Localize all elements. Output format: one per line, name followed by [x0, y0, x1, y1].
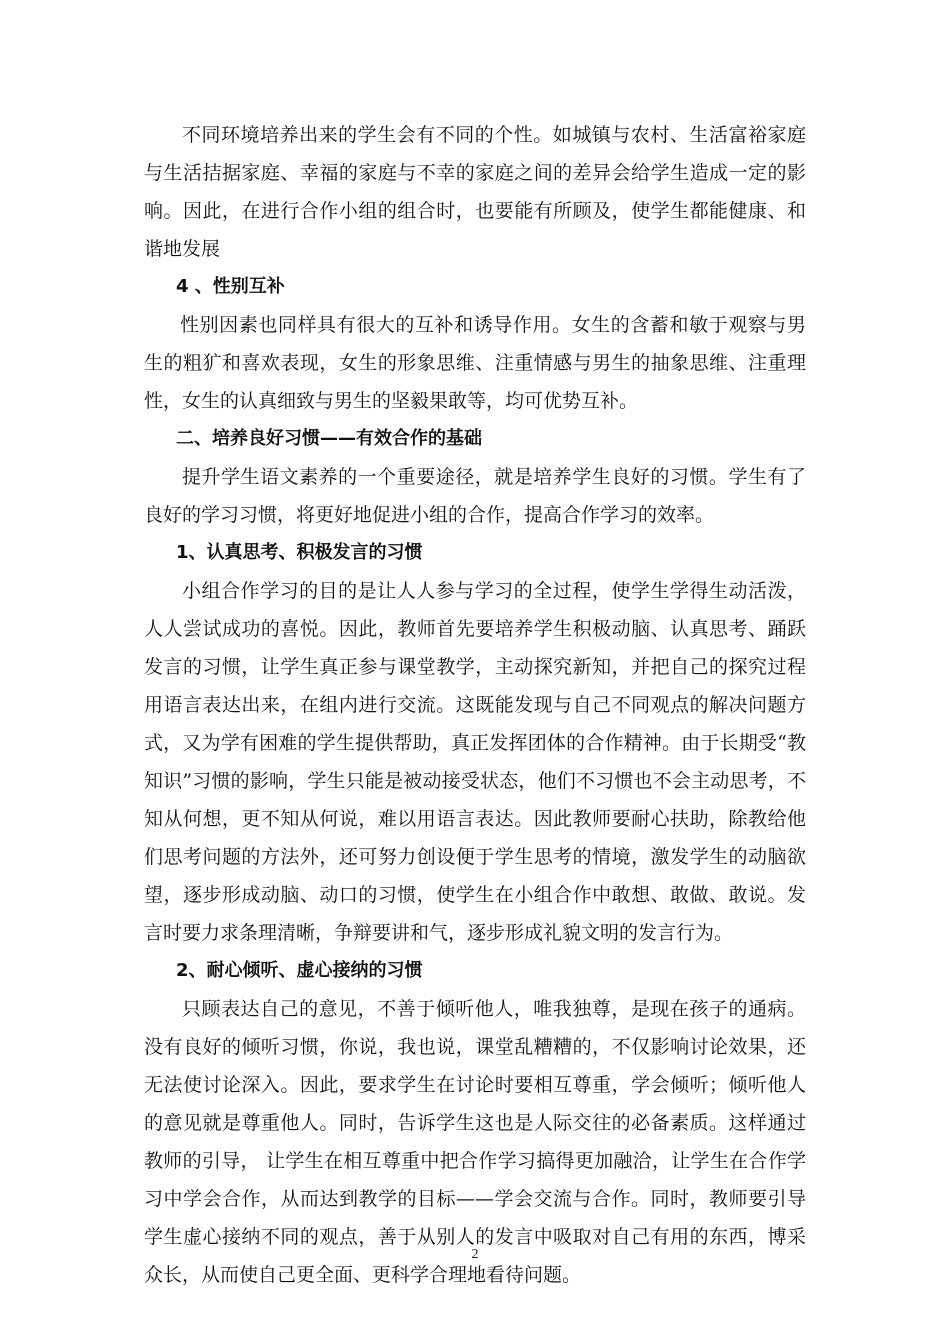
paragraph-habits-intro: 提升学生语文素养的一个重要途径，就是培养学生良好的习惯。学生有了良好的学习习惯，将更好地促进小组的合作，提高合作学习的效率。	[144, 466, 806, 526]
page-number: 2	[471, 1247, 479, 1262]
paragraph-gender: 性别因素也同样具有很大的互补和诱导作用。女生的含蓄和敏于观察与男生的粗犷和喜欢表现，女生的形象思维、注重情感与男生的抽象思维、注重理性，女生的认真细致与男生的坚毅果敢等，均可优势互补。	[144, 314, 806, 412]
heading-good-habits: 二、培养良好习惯——有效合作的基础	[176, 428, 482, 449]
heading-thinking-speaking: 1、认真思考、积极发言的习惯	[176, 542, 423, 563]
paragraph-environment: 不同环境培养出来的学生会有不同的个性。如城镇与农村、生活富裕家庭与生活拮据家庭、幸福的家庭与不幸的家庭之间的差异会给学生造成一定的影响。因此，在进行合作小组的组合时，也要能有所顾及，使学生都能健康、和谐地发展	[144, 124, 806, 260]
paragraph-thinking-speaking: 小组合作学习的目的是让人人参与学习的全过程，使学生学得生动活泼，人人尝试成功的喜悦。因此，教师首先要培养学生积极动脑、认真思考、踊跃发言的习惯，让学生真正参与课堂教学，主动探究新知，并把自己的探究过程用语言表达出来，在组内进行交流。这既能发现与自己不同观点的解决问题方式，又为学有困难的学生提供帮助，真正发挥团体的合作精神。由于长期受“教知识”习惯的影响，学生只能是被动接受状态，他们不习惯也不会主动思考，不知从何想，更不知从何说，难以用语言表达。因此教师要耐心扶助，除教给他们思考问题的方法外，还可努力创设便于学生思考的情境，激发学生的动脑欲望，逐步形成动脑、动口的习惯，使学生在小组合作中敢想、敢做、敢说。发言时要力求条理清晰，争辩要讲和气，逐步形成礼貌文明的发言行为。	[144, 580, 806, 944]
document-body	[144, 116, 806, 1294]
heading-gender-complement: 4 、性别互补	[176, 276, 285, 297]
heading-listening-accepting: 2、耐心倾听、虚心接纳的习惯	[176, 960, 423, 981]
paragraph-listening-accepting: 只顾表达自己的意见，不善于倾听他人，唯我独尊，是现在孩子的通病。没有良好的倾听习惯，你说，我也说，课堂乱糟糟的，不仅影响讨论效果，还无法使讨论深入。因此，要求学生在讨论时要相互尊重，学会倾听；倾听他人的意见就是尊重他人。同时，告诉学生这也是人际交往的必备素质。这样通过教师的引导， 让学生在相互尊重中把合作学习搞得更加融洽，让学生在合作学习中学会合作，从而达到教学的目标——学会交流与合作。同时，教师要引导学生虚心接纳不同的观点，善于从别人的发言中吸取对自己有用的东西，博采众长，从而使自己更全面、更科学合理地看待问题。	[144, 998, 806, 1286]
